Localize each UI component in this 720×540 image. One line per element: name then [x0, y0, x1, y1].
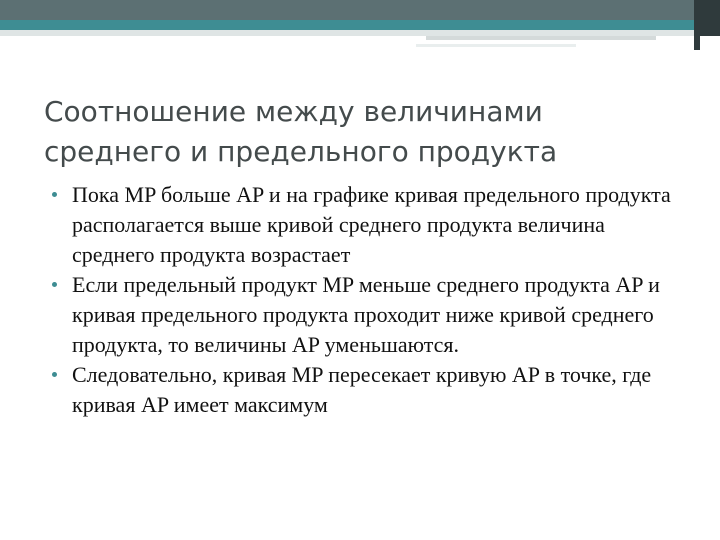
- header-band-teal: [0, 20, 720, 30]
- bullet-item: [52, 270, 692, 360]
- bullet-dot-icon: [52, 372, 57, 377]
- bullet-text: Если предельный продукт MP меньше среднего продукта AP и кривая предельного продукта проходит ниже кривой среднего продукта, то величины AP уменьшаются.: [72, 272, 660, 357]
- bullet-item: [52, 180, 692, 270]
- bullet-dot-icon: [52, 192, 57, 197]
- bullet-item: [52, 360, 692, 420]
- bullet-text: Пока MP больше AP и на графике кривая предельного продукта располагается выше кривой среднего продукта величина среднего продукта возрастает: [72, 182, 671, 267]
- corner-decoration-notch: [700, 36, 720, 50]
- bullet-dot-icon: [52, 282, 57, 287]
- header-accent-line-secondary: [416, 44, 576, 47]
- bullet-list: [52, 180, 692, 420]
- header-band-dark: [0, 0, 720, 20]
- bullet-text: Следовательно, кривая MP пересекает кривую AP в точке, где кривая AP имеет максимум: [72, 362, 652, 417]
- header-accent-line: [426, 36, 656, 40]
- slide-title: Соотношение между величинами среднего и предельного продукта: [44, 95, 558, 168]
